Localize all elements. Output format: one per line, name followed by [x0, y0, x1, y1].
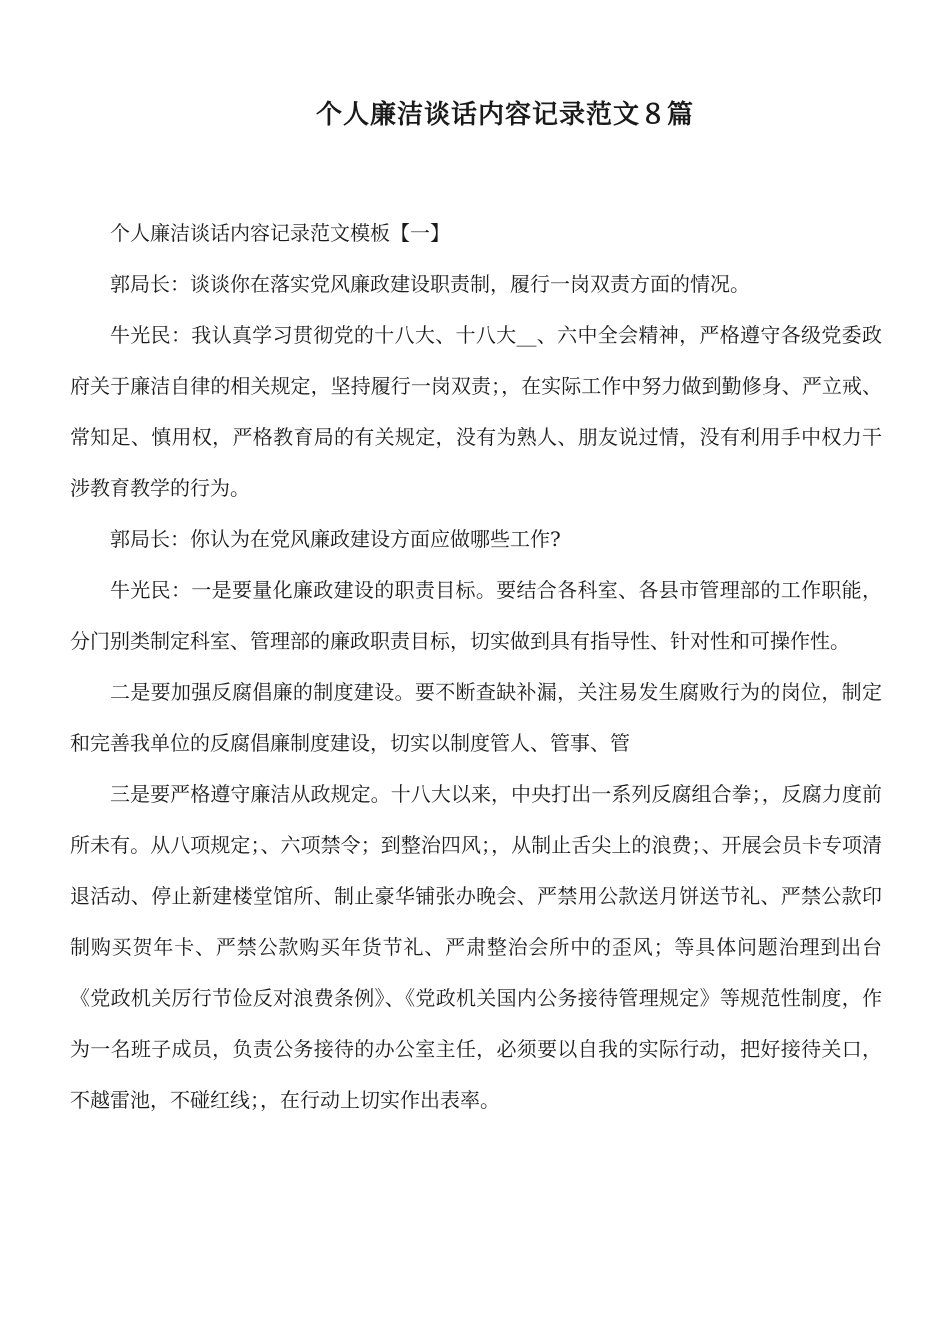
paragraph-question-2: 郭局长：你认为在党风廉政建设方面应做哪些工作?	[110, 527, 561, 551]
paragraph-answer-2-point-1: 牛光民：一是要量化廉政建设的职责目标。要结合各科室、各县市管理部的工作职能，分门别类制定科室、管理部的廉政职责目标，切实做到具有指导性、针对性和可操作性。	[70, 578, 882, 653]
paragraph-section-heading: 个人廉洁谈话内容记录范文模板【一】	[110, 221, 450, 245]
document-title: 个人廉洁谈话内容记录范文８篇	[315, 100, 694, 130]
paragraph-answer-2-point-3: 三是要严格遵守廉洁从政规定。十八大以来，中央打出一系列反腐组合拳；，反腐力度前所未有。从八项规定；、六项禁令；到整治四风；，从制止舌尖上的浪费；、开展会员卡专项清退活动、停止新建楼堂馆所、制止豪华铺张办晚会、严禁用公款送月饼送节礼、严禁公款印制购买贺年卡、严禁公款购买年货节礼、严肃整治会所中的歪风；等具体问题治理到出台《党政机关厉行节俭反对浪费条例》、《党政机关国内公务接待管理规定》等规范性制度，作为一名班子成员，负责公务接待的办公室主任，必须要以自我的实际行动，把好接待关口，不越雷池，不碰红线；，在行动上切实作出表率。	[70, 782, 882, 1112]
paragraph-answer-1: 牛光民：我认真学习贯彻党的十八大、十八大__、六中全会精神，严格遵守各级党委政府关于廉洁自律的相关规定，坚持履行一岗双责；，在实际工作中努力做到勤修身、严立戒、常知足、慎用权，严格教育局的有关规定，没有为熟人、朋友说过情，没有利用手中权力干涉教育教学的行为。	[70, 323, 882, 500]
paragraph-question-1: 郭局长：谈谈你在落实党风廉政建设职责制，履行一岗双责方面的情况。	[110, 272, 750, 296]
paragraph-answer-2-point-2: 二是要加强反腐倡廉的制度建设。要不断查缺补漏，关注易发生腐败行为的岗位，制定和完善我单位的反腐倡廉制度建设，切实以制度管人、管事、管	[70, 680, 882, 755]
document-body	[70, 208, 882, 1126]
